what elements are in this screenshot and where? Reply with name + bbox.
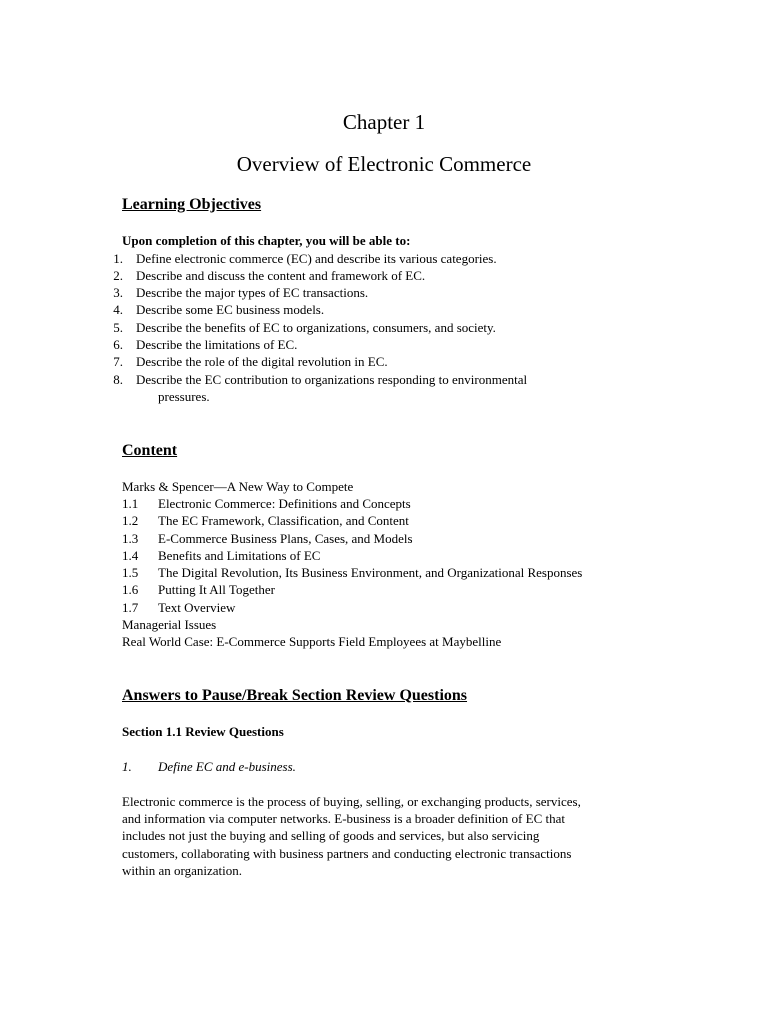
section-title: Putting It All Together <box>158 582 275 597</box>
objective-text: Describe the major types of EC transactions. <box>136 285 369 300</box>
objective-number: 1. <box>113 251 123 266</box>
objective-number: 7. <box>113 354 123 369</box>
objective-text: Describe some EC business models. <box>136 302 325 317</box>
objective-number: 4. <box>113 302 123 317</box>
objectives-intro: Upon completion of this chapter, you will be able to: <box>122 233 411 248</box>
section-number: 1.4 <box>122 548 139 563</box>
section-number: 1.5 <box>122 565 139 580</box>
section-title: The Digital Revolution, Its Business Environment, and Organizational Responses <box>158 565 583 580</box>
answer-line: within an organization. <box>122 863 242 878</box>
objective-number: 3. <box>113 285 123 300</box>
section-number: 1.6 <box>122 582 139 597</box>
section-number: 1.2 <box>122 513 139 528</box>
section-number: 1.3 <box>122 531 139 546</box>
objective-text: Describe the EC contribution to organizations responding to environmental <box>136 372 528 387</box>
opening-case: Marks & Spencer—A New Way to Compete <box>122 479 354 494</box>
section-title: E-Commerce Business Plans, Cases, and Models <box>158 531 413 546</box>
learning-objectives-heading: Learning Objectives <box>122 196 262 213</box>
objective-text-continuation: pressures. <box>158 389 210 404</box>
review-questions-subheading: Section 1.1 Review Questions <box>122 724 284 739</box>
answer-line: and information via computer networks. E-business is a broader definition of EC that <box>122 811 565 826</box>
objective-number: 2. <box>113 268 123 283</box>
answer-line: Electronic commerce is the process of buying, selling, or exchanging products, services, <box>122 794 581 809</box>
objective-text: Describe the limitations of EC. <box>136 337 298 352</box>
objective-text: Define electronic commerce (EC) and describe its various categories. <box>136 251 497 266</box>
answer-line: includes not just the buying and selling of goods and services, but also servicing <box>122 828 540 843</box>
question-number: 1. <box>122 759 132 774</box>
objective-number: 5. <box>113 320 123 335</box>
question-text: Define EC and e-business. <box>158 759 296 774</box>
section-title: Electronic Commerce: Definitions and Concepts <box>158 496 411 511</box>
content-heading: Content <box>122 442 178 459</box>
section-number: 1.7 <box>122 600 139 615</box>
managerial-issues: Managerial Issues <box>122 617 217 632</box>
section-number: 1.1 <box>122 496 139 511</box>
chapter-label: Chapter 1 <box>342 110 426 134</box>
section-title: The EC Framework, Classification, and Content <box>158 513 409 528</box>
objective-number: 8. <box>113 372 123 387</box>
section-title: Text Overview <box>158 600 236 615</box>
answers-heading: Answers to Pause/Break Section Review Questions <box>122 687 468 704</box>
objective-number: 6. <box>113 337 123 352</box>
objective-text: Describe the role of the digital revolution in EC. <box>136 354 388 369</box>
objective-text: Describe and discuss the content and framework of EC. <box>136 268 426 283</box>
chapter-title: Overview of Electronic Commerce <box>236 152 532 176</box>
objective-text: Describe the benefits of EC to organizations, consumers, and society. <box>136 320 496 335</box>
answer-line: customers, collaborating with business partners and conducting electronic transactions <box>122 846 572 861</box>
section-title: Benefits and Limitations of EC <box>158 548 321 563</box>
closing-case: Real World Case: E-Commerce Supports Field Employees at Maybelline <box>122 634 502 649</box>
